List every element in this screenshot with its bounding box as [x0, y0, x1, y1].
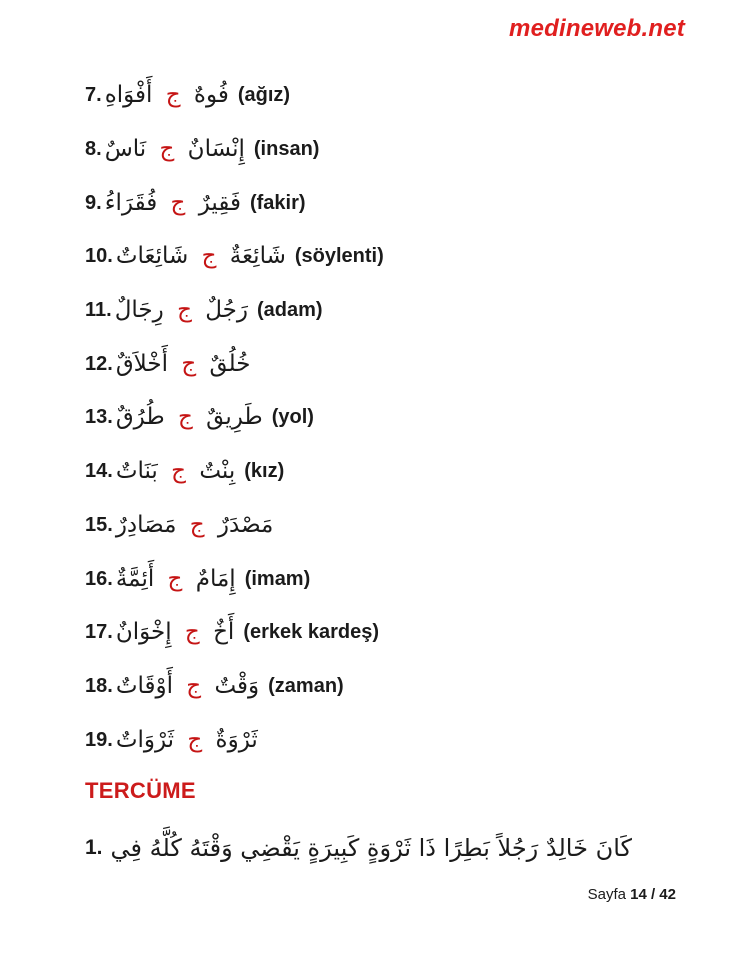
vocab-item	[85, 606, 724, 660]
translation-label: (fakir)	[249, 191, 306, 214]
arabic-pair	[115, 672, 260, 699]
translation-label: (zaman)	[268, 674, 344, 697]
plural-marker-jim: ج	[181, 350, 197, 377]
singular-word: خُلُقٌ	[209, 350, 251, 377]
arabic-pair	[116, 406, 263, 429]
vocab-item	[85, 391, 724, 445]
plural-marker-jim: ج	[201, 243, 217, 270]
plural-word: بَنَاتٌ	[115, 458, 158, 485]
plural-word: طُرُقٌ	[115, 404, 165, 431]
arabic-pair	[116, 460, 235, 483]
plural-marker-jim: ج	[165, 82, 181, 109]
singular-word: وَقْتٌ	[214, 672, 260, 699]
plural-word: مَصَادِرٌ	[115, 511, 177, 538]
singular-word: فَقِيرٌ	[198, 189, 241, 216]
vocab-item	[85, 230, 724, 284]
plural-marker-jim: ج	[186, 672, 202, 699]
arabic-pair	[104, 189, 241, 216]
item-number: 17.	[85, 621, 113, 644]
translation-label: (insan)	[253, 138, 320, 161]
item-number: 18.	[85, 674, 113, 697]
plural-marker-jim: ج	[159, 136, 175, 163]
item-number: 12.	[85, 352, 113, 375]
singular-word: طَرِيقٌ	[206, 404, 263, 431]
vocab-item	[85, 499, 724, 553]
vocab-item	[85, 337, 724, 391]
plural-word: أَخْلاَقٌ	[115, 350, 168, 377]
item-number: 13.	[85, 406, 113, 429]
plural-word: ثَرْوَاتٌ	[115, 726, 175, 753]
arabic-pair	[115, 511, 274, 538]
arabic-pair	[116, 245, 286, 268]
page-footer	[588, 886, 676, 903]
translation-label: (yol)	[271, 406, 314, 429]
arabic-pair	[105, 138, 245, 161]
plural-word: شَائِعَاتٌ	[115, 243, 189, 270]
vocab-item	[85, 552, 724, 606]
arabic-pair	[115, 350, 251, 377]
vocab-item	[85, 713, 724, 767]
plural-marker-jim: ج	[167, 565, 183, 592]
plural-word: نَاسٌ	[104, 136, 147, 163]
singular-word: ثَرْوَةٌ	[215, 726, 258, 753]
vocab-item	[85, 123, 724, 177]
item-number: 19.	[85, 728, 113, 751]
singular-word: فُوهٌ	[193, 82, 229, 109]
vocab-item	[85, 660, 724, 714]
singular-word: رَجُلٌ	[205, 297, 248, 324]
translation-label: (erkek kardeş)	[243, 621, 379, 644]
plural-word: أَفْوَاهِ	[104, 82, 153, 109]
translation-label: (adam)	[256, 299, 323, 322]
plural-marker-jim: ج	[177, 297, 192, 324]
plural-word: أَئِمَّةٌ	[115, 565, 155, 592]
item-number: 11.	[85, 299, 112, 322]
plural-marker-jim: ج	[171, 458, 186, 485]
arabic-pair	[105, 84, 229, 107]
vocab-item	[85, 176, 724, 230]
plural-marker-jim: ج	[187, 726, 203, 753]
arabic-pair	[116, 621, 235, 644]
vocab-list	[85, 69, 724, 880]
site-watermark: medineweb.net	[509, 15, 685, 42]
item-number: 15.	[85, 513, 113, 536]
item-number: 7.	[85, 84, 102, 107]
singular-word: بِنْتٌ	[199, 458, 236, 485]
singular-word: شَائِعَةٌ	[229, 243, 286, 270]
item-number: 14.	[85, 460, 113, 483]
plural-marker-jim: ج	[184, 619, 200, 646]
sentence-number: 1.	[85, 835, 103, 859]
translation-label: (söylenti)	[294, 245, 384, 268]
vocab-item	[85, 445, 724, 499]
translation-label: (imam)	[244, 567, 311, 590]
plural-word: أَوْقَاتٌ	[115, 672, 173, 699]
item-number: 16.	[85, 567, 113, 590]
vocab-item	[85, 69, 724, 123]
item-number: 8.	[85, 138, 102, 161]
plural-word: إِخْوَانٌ	[115, 619, 172, 646]
translation-label: (ağız)	[237, 84, 291, 107]
plural-word: رِجَالٌ	[114, 297, 164, 324]
singular-word: إِمَامٌ	[195, 565, 236, 592]
item-number: 9.	[85, 191, 102, 214]
plural-marker-jim: ج	[170, 189, 186, 216]
arabic-pair	[115, 299, 248, 322]
vocab-item	[85, 284, 724, 338]
singular-word: أَخٌ	[213, 619, 235, 646]
plural-marker-jim: ج	[189, 511, 205, 538]
arabic-pair	[115, 726, 258, 753]
arabic-pair	[115, 565, 236, 592]
sentence-arabic: كَانَ خَالِدٌ رَجُلاً بَطِرًا ذَا ثَرْوَةٍ كَبِيرَةٍ يَقْضِي وَقْتَهُ كُلَّهُ فِي	[110, 833, 632, 862]
singular-word: إِنْسَانٌ	[187, 136, 245, 163]
footer-label: Sayfa	[587, 886, 626, 903]
translation-sentence	[85, 816, 724, 880]
singular-word: مَصْدَرٌ	[217, 511, 274, 538]
footer-page-number: 14 / 42	[630, 886, 676, 903]
tercume-heading: TERCÜME	[85, 778, 196, 804]
plural-marker-jim: ج	[177, 404, 193, 431]
plural-word: فُقَرَاءُ	[104, 189, 158, 216]
translation-label: (kız)	[244, 460, 285, 483]
item-number: 10.	[85, 245, 113, 268]
